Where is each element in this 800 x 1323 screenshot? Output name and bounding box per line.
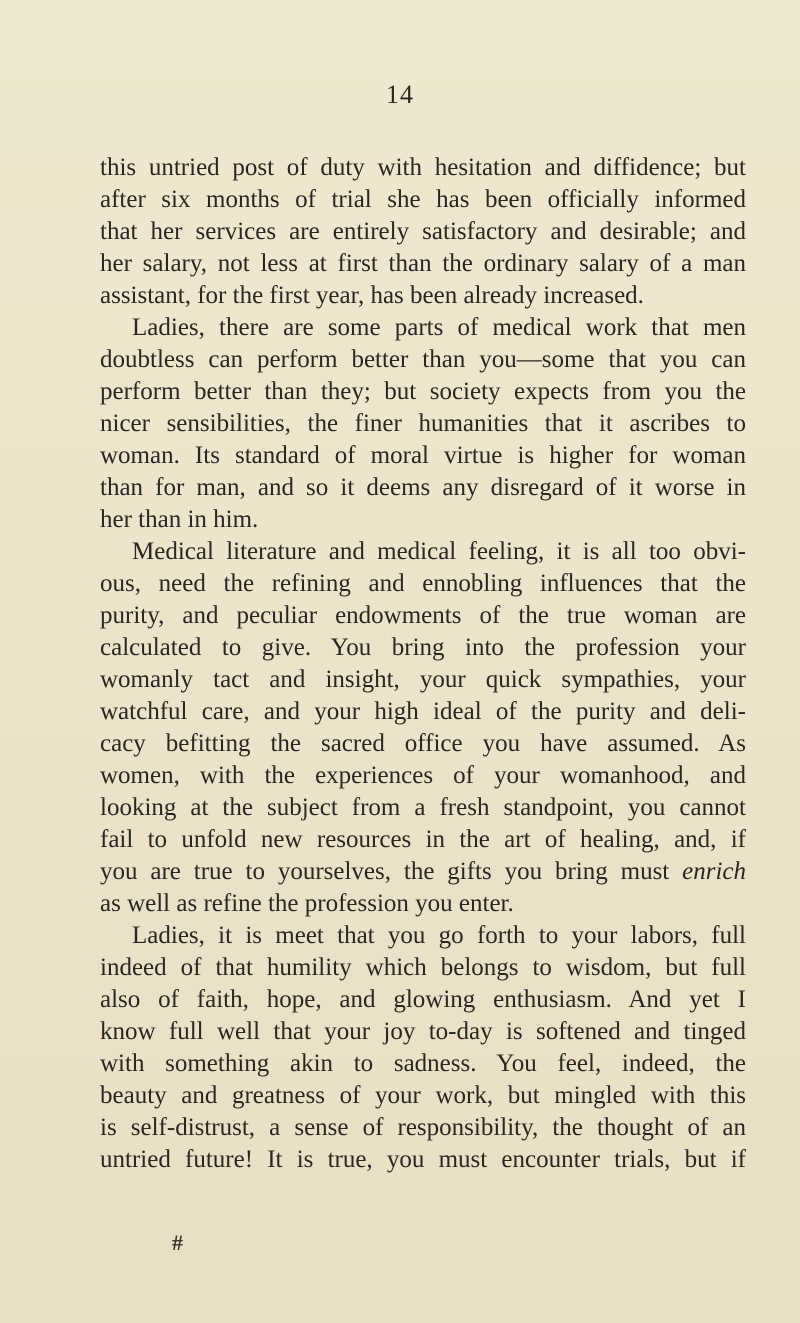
text-line: woman. Its standard of moral virtue is higher for woman xyxy=(100,442,746,469)
text-line: beauty and greatness of your work, but mingled with this xyxy=(100,1082,746,1109)
text-line: untried future! It is true, you must encounter trials, but if xyxy=(100,1146,746,1173)
text-line: that her services are entirely satisfactory and desirable; and xyxy=(100,218,746,245)
text-line: watchful care, and your high ideal of the purity and deli- xyxy=(100,698,746,725)
text-line: cacy befitting the sacred office you have assumed. As xyxy=(100,730,746,757)
text-line: looking at the subject from a fresh standpoint, you cannot xyxy=(100,794,746,821)
paragraph-start-line: Ladies, there are some parts of medical work that men xyxy=(132,314,746,341)
page-number: 14 xyxy=(386,80,414,109)
body-text xyxy=(100,152,746,1176)
text-line: also of faith, hope, and glowing enthusiasm. And yet I xyxy=(100,986,746,1013)
text-line: fail to unfold new resources in the art of healing, and, if xyxy=(100,826,746,853)
text-line: as well as refine the profession you enter. xyxy=(100,890,514,917)
stray-ink-mark: # xyxy=(172,1230,183,1255)
paragraph-start-line: Ladies, it is meet that you go forth to your labors, full xyxy=(132,922,746,949)
text-line: doubtless can perform better than you—some that you can xyxy=(100,346,746,373)
text-line: after six months of trial she has been officially informed xyxy=(100,186,746,213)
text-line: with something akin to sadness. You feel, indeed, the xyxy=(100,1050,746,1077)
text-line: womanly tact and insight, your quick sympathies, your xyxy=(100,666,746,693)
text-line: indeed of that humility which belongs to wisdom, but full xyxy=(100,954,746,981)
paragraph-start-line: Medical literature and medical feeling, it is all too obvi- xyxy=(132,538,746,565)
italic-word: enrich xyxy=(682,858,746,885)
text-segment: you are true to yourselves, the gifts you bring must xyxy=(100,858,670,885)
text-line: ous, need the refining and ennobling influences that the xyxy=(100,570,746,597)
text-line: assistant, for the first year, has been already increased. xyxy=(100,282,644,309)
text-line: women, with the experiences of your womanhood, and xyxy=(100,762,746,789)
text-line: perform better than they; but society expects from you the xyxy=(100,378,746,405)
text-line: her than in him. xyxy=(100,506,259,533)
text-line-with-italic xyxy=(100,856,746,888)
text-line: calculated to give. You bring into the profession your xyxy=(100,634,746,661)
text-line: purity, and peculiar endowments of the true woman are xyxy=(100,602,746,629)
text-line: know full well that your joy to-day is softened and tinged xyxy=(100,1018,746,1045)
text-line: is self-distrust, a sense of responsibility, the thought of an xyxy=(100,1114,746,1141)
text-line: nicer sensibilities, the finer humanities that it ascribes to xyxy=(100,410,746,437)
text-line: this untried post of duty with hesitation and diffidence; but xyxy=(100,154,746,181)
text-line: than for man, and so it deems any disregard of it worse in xyxy=(100,474,746,501)
text-line: her salary, not less at first than the ordinary salary of a man xyxy=(100,250,746,277)
